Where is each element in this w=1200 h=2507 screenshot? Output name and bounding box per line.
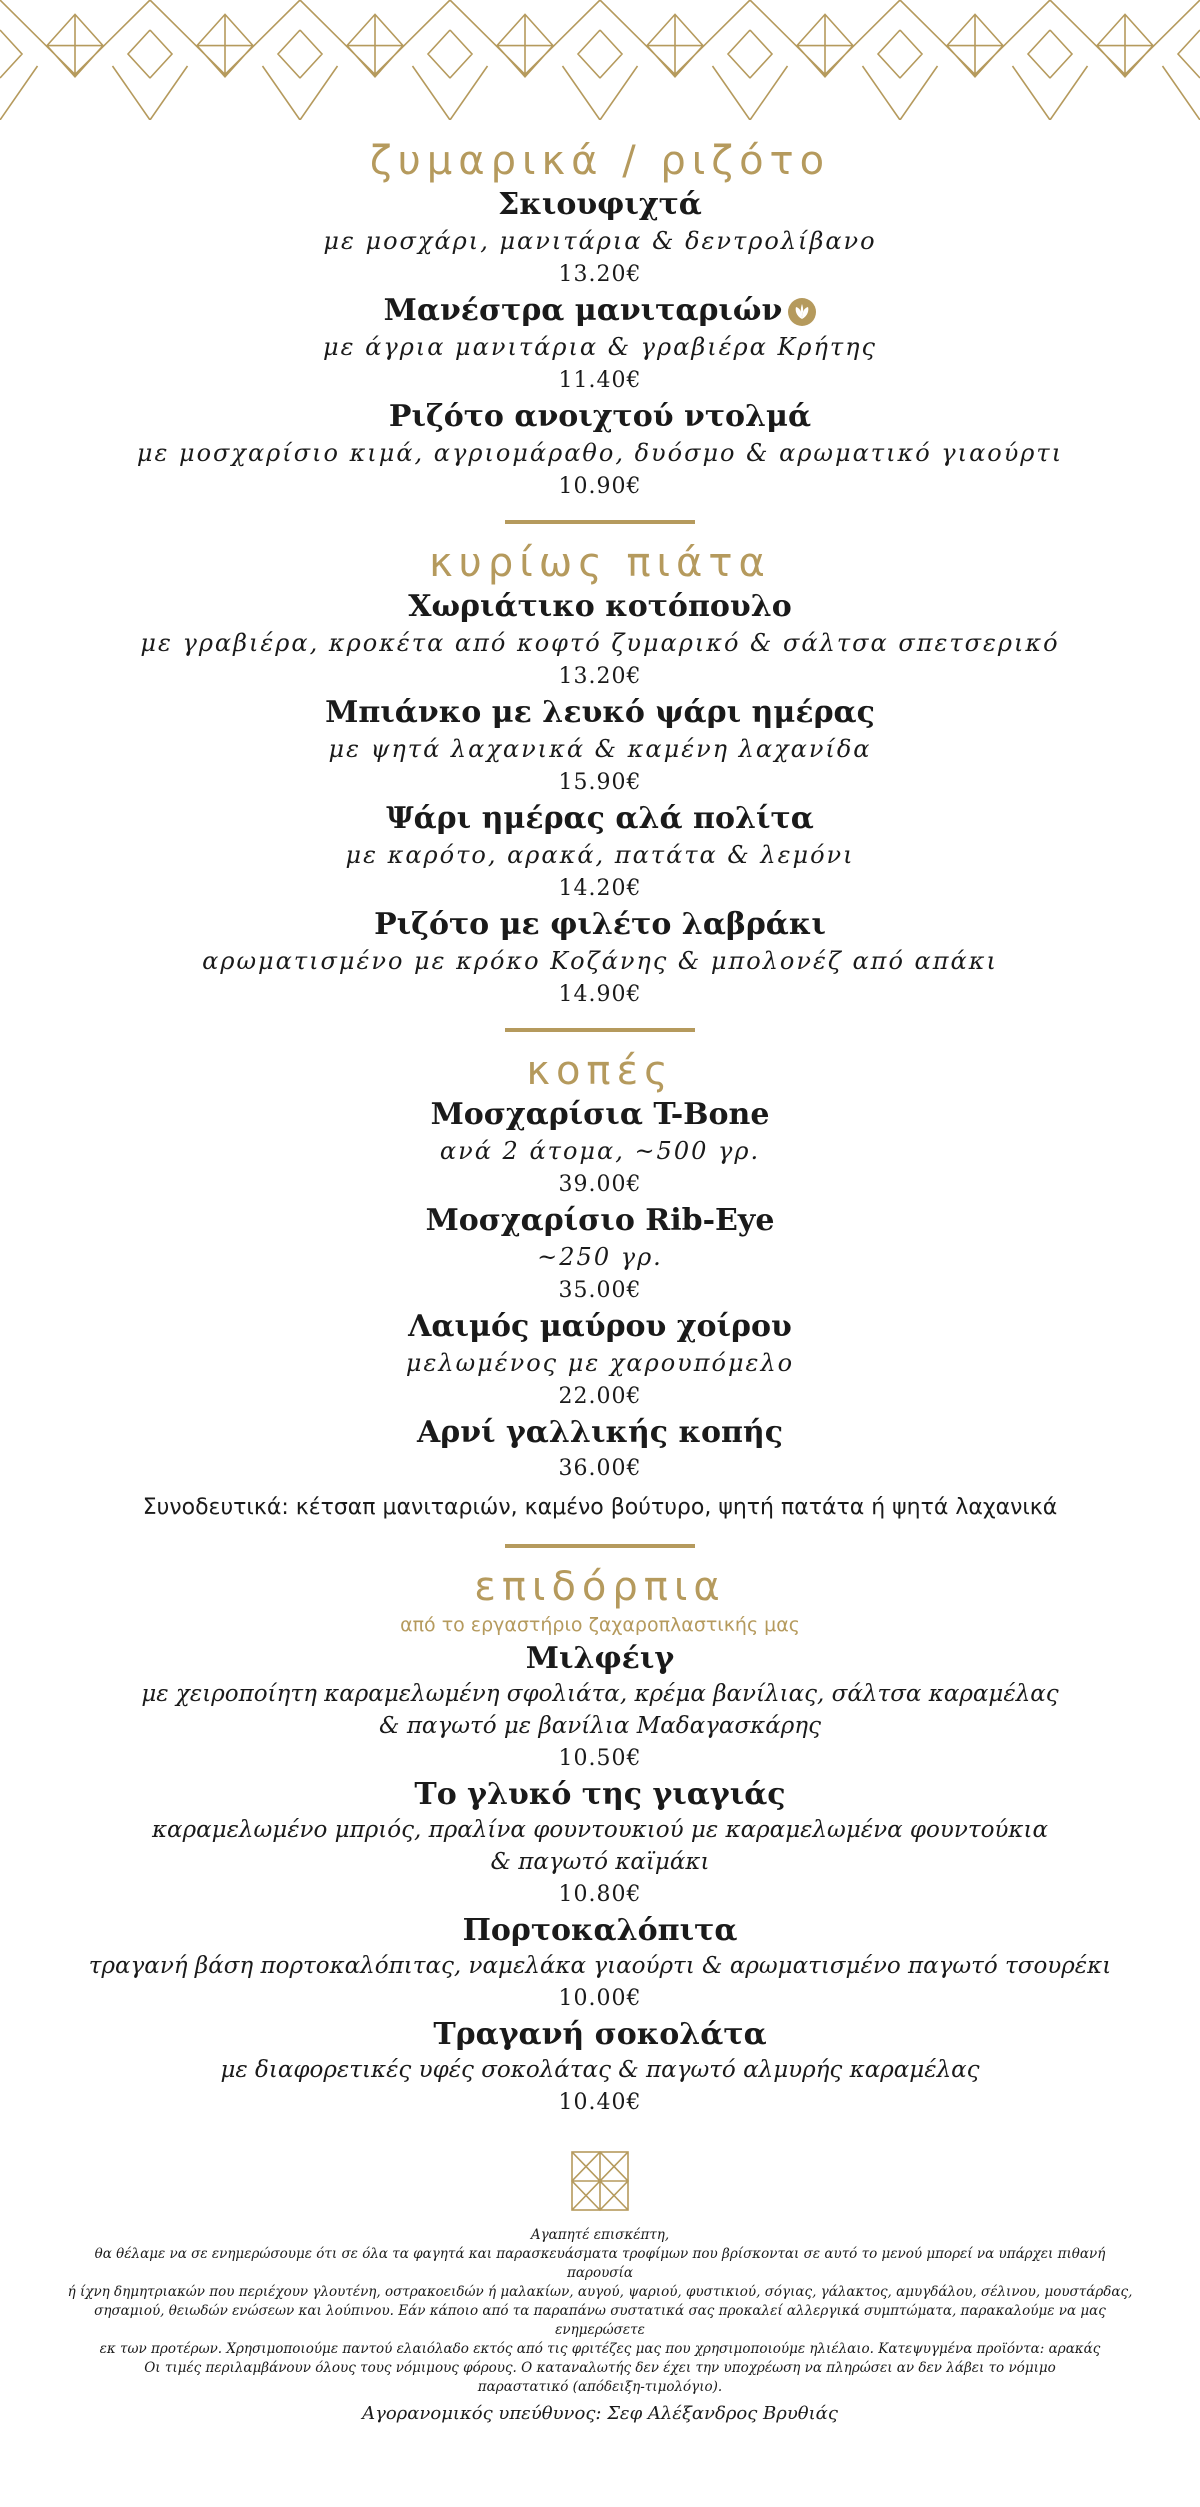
dish-price: 36.00€: [558, 1456, 642, 1481]
dish-price: 10.80€: [558, 1882, 642, 1907]
dish-price: 14.20€: [558, 876, 642, 901]
section-cuts: [0, 1046, 1200, 1528]
menu-item: [0, 186, 1200, 292]
section-divider: [505, 1544, 695, 1548]
notice-line: Οι τιμές περιλαμβάνουν όλους τους νόμιμους φόρους. Ο καταναλωτής δεν έχει την υποχρέωση να πληρώσει αν δεν λάβει το νόμιμο: [144, 2360, 1056, 2376]
dish-description: καραμελωμένο μπριός, πραλίνα φουντουκιού με καραμελωμένα φουντούκια: [151, 1817, 1049, 1843]
dish-description-line2: & παγωτό καϊμάκι: [490, 1849, 710, 1875]
dish-description: τραγανή βάση πορτοκαλόπιτας, ναμελάκα γιαούρτι & αρωματισμένο παγωτό τσουρέκι: [88, 1953, 1112, 1979]
menu-item: [0, 694, 1200, 800]
dish-name: Ριζότο ανοιχτού ντολμά: [388, 399, 812, 434]
dish-name-row: [0, 292, 1200, 330]
menu-item: [0, 906, 1200, 1012]
dish-description: με γραβιέρα, κροκέτα από κοφτό ζυμαρικό & σάλτσα σπετσερικό: [140, 629, 1060, 657]
section-desserts: [0, 1562, 1200, 2120]
dish-description: με διαφορετικές υφές σοκολάτας & παγωτό αλμυρής καραμέλας: [220, 2057, 980, 2083]
notice-line: θα θέλαμε να σε ενημερώσουμε ότι σε όλα τα φαγητά και παρασκευάσματα τροφίμων που βρίσκονται σε αυτό το μενού μπορεί να υπάρχει πιθανή παρουσία: [94, 2246, 1106, 2281]
section-subtitle: από το εργαστήριο ζαχαροπλαστικής μας: [400, 1614, 800, 1636]
dish-price: 11.40€: [558, 368, 642, 393]
menu-item: [0, 588, 1200, 694]
dish-name: Μοσχαρίσια T-Bone: [430, 1097, 770, 1132]
notice-line: σησαμιού, θειωδών ενώσεων και λούπινου. Εάν κάποιο από τα παραπάνω συστατικά σας προκαλεί αλλεργικά συμπτώματα, παρακαλούμε να μας ενημερώσετε: [94, 2303, 1106, 2338]
dish-description: με χειροποίητη καραμελωμένη σφολιάτα, κρέμα βανίλιας, σάλτσα καραμέλας: [141, 1681, 1059, 1707]
dish-description: αρωματισμένο με κρόκο Κοζάνης & μπολονέζ από απάκι: [202, 947, 998, 975]
dish-price: 13.20€: [558, 262, 642, 287]
market-supervisor: Αγορανομικός υπεύθυνος: Σεφ Αλέξανδρος Βρυθιάς: [362, 2403, 838, 2424]
notice-line: Αγαπητέ επισκέπτη,: [530, 2227, 670, 2243]
section-divider: [505, 1028, 695, 1032]
menu-item: [0, 1776, 1200, 1912]
dish-description-line2: & παγωτό με βανίλια Μαδαγασκάρης: [379, 1713, 821, 1739]
dish-price: 10.40€: [558, 2090, 642, 2115]
dish-name: Μοσχαρίσιο Rib-Eye: [425, 1203, 775, 1238]
dish-description: ~250 γρ.: [537, 1243, 663, 1271]
geometric-header-pattern: [0, 0, 1200, 120]
dish-name: Πορτοκαλόπιτα: [462, 1913, 738, 1948]
menu-item: [0, 1308, 1200, 1414]
side-dishes-note: Συνοδευτικά: κέτσαπ μανιταριών, καμένο βούτυρο, ψητή πατάτα ή ψητά λαχανικά: [142, 1495, 1058, 1520]
menu-item: [0, 2016, 1200, 2120]
dish-name: Μανέστρα μανιταριών: [383, 293, 783, 328]
dish-name: Αρνί γαλλικής κοπής: [416, 1415, 784, 1450]
restaurant-logo: [570, 2150, 630, 2212]
section-divider: [505, 520, 695, 524]
dish-price: 13.20€: [558, 664, 642, 689]
section-title: επιδόρπια: [474, 1564, 726, 1610]
dish-description: μελωμένος με χαρουπόμελο: [405, 1349, 795, 1377]
dish-description: με μοσχάρι, μανιτάρια & δεντρολίβανο: [323, 227, 877, 255]
section-title: κυρίως πιάτα: [429, 540, 771, 586]
menu-item: [0, 800, 1200, 906]
dish-name: Τραγανή σοκολάτα: [433, 2017, 767, 2052]
section-pasta-risotto: [0, 136, 1200, 504]
menu-item: [0, 1096, 1200, 1202]
dish-name: Ψάρι ημέρας αλά πολίτα: [386, 801, 814, 836]
section-title: κοπές: [526, 1048, 674, 1094]
dish-name: Μπιάνκο με λευκό ψάρι ημέρας: [325, 695, 875, 730]
menu-item: [0, 1414, 1200, 1486]
dish-price: 10.50€: [558, 1746, 642, 1771]
dish-name: Μιλφέιγ: [525, 1641, 675, 1676]
dish-description: με άγρια μανιτάρια & γραβιέρα Κρήτης: [323, 333, 877, 361]
dish-price: 10.00€: [558, 1986, 642, 2011]
notice-line: παραστατικό (απόδειξη-τιμολόγιο).: [477, 2379, 723, 2395]
menu-item: [0, 292, 1200, 398]
vegetarian-icon: [788, 298, 816, 326]
dish-price: 35.00€: [558, 1278, 642, 1303]
dish-description: με μοσχαρίσιο κιμά, αγριομάραθο, δυόσμο & αρωματικό γιαούρτι: [136, 439, 1064, 467]
allergen-notice: [60, 2226, 1140, 2427]
dish-name: Χωριάτικο κοτόπουλο: [408, 589, 792, 624]
dish-price: 14.90€: [558, 982, 642, 1007]
notice-line: εκ των προτέρων. Χρησιμοποιούμε παντού ελαιόλαδο εκτός από τις φριτέζες μας που χρησιμοποιούμε ηλιέλαιο. Κατεψυγμένα προϊόντα: αρακάς: [99, 2341, 1101, 2357]
dish-price: 15.90€: [558, 770, 642, 795]
menu-item: [0, 1202, 1200, 1308]
menu-item: [0, 1640, 1200, 1776]
dish-price: 10.90€: [558, 474, 642, 499]
section-title: ζυμαρικά / ριζότο: [369, 138, 831, 184]
dish-name: Λαιμός μαύρου χοίρου: [408, 1309, 792, 1344]
dish-name: Ριζότο με φιλέτο λαβράκι: [374, 907, 826, 942]
dish-description: ανά 2 άτομα, ~500 γρ.: [439, 1137, 761, 1165]
menu-page: [0, 136, 1200, 2427]
notice-line: ή ίχνη δημητριακών που περιέχουν γλουτένη, οστρακοειδών ή μαλακίων, αυγού, ψαριού, φυστικιού, σόγιας, γάλακτος, αμυγδάλου, σέλινου, μουστάρδας,: [67, 2284, 1133, 2300]
menu-item: [0, 1912, 1200, 2016]
section-main-courses: [0, 538, 1200, 1012]
dish-price: 39.00€: [558, 1172, 642, 1197]
dish-description: με ψητά λαχανικά & καμένη λαχανίδα: [328, 735, 872, 763]
menu-item: [0, 398, 1200, 504]
dish-name: Το γλυκό της γιαγιάς: [414, 1777, 786, 1812]
dish-name: Σκιουφιχτά: [498, 187, 702, 222]
dish-price: 22.00€: [558, 1384, 642, 1409]
dish-description: με καρότο, αρακά, πατάτα & λεμόνι: [345, 841, 855, 869]
